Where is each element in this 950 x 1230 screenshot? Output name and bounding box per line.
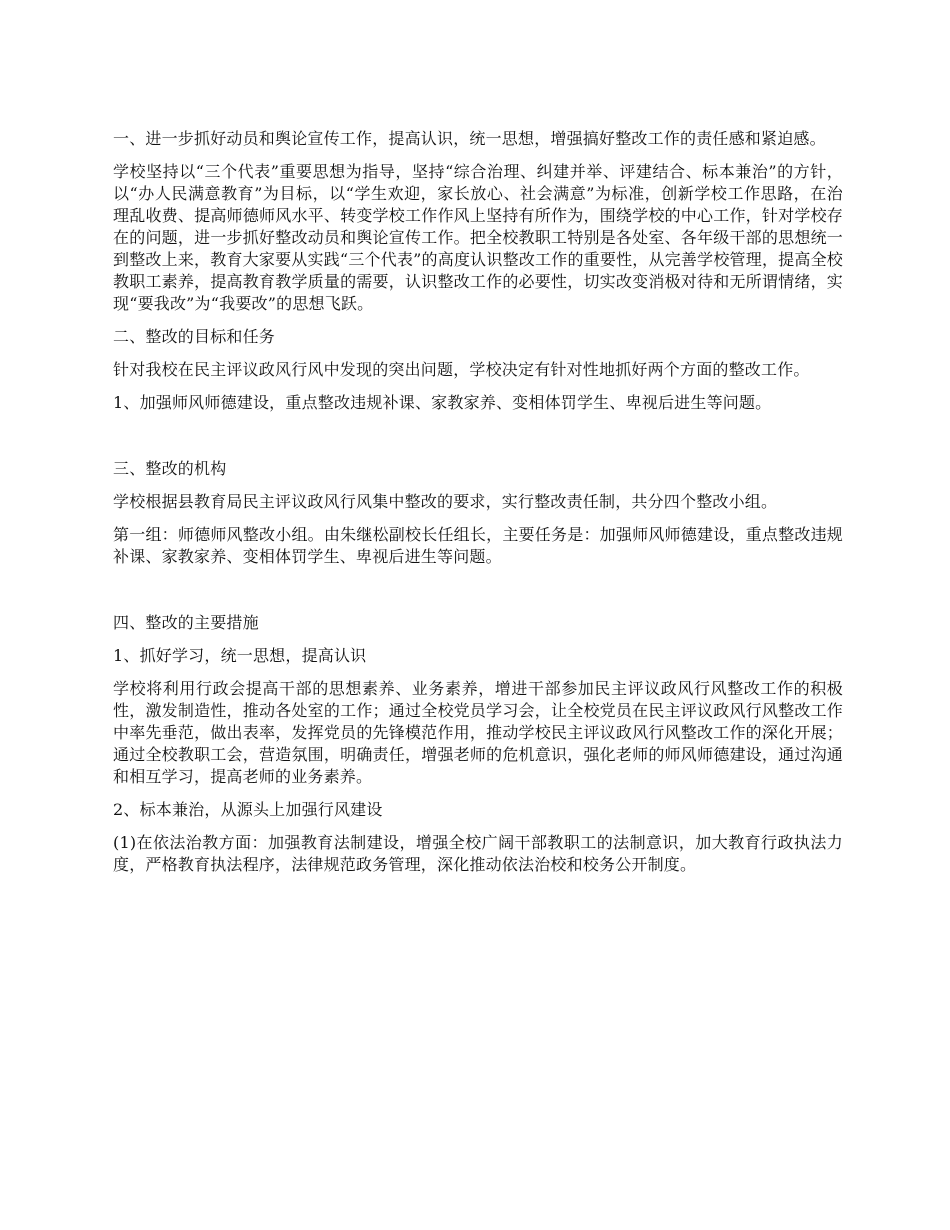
- paragraph-group-1: 第一组：师德师风整改小组。由朱继松副校长任组长，主要任务是：加强师风师德建设，重点整改违规补课、家教家养、变相体罚学生、卑视后进生等问题。: [113, 525, 843, 566]
- paragraph-goals-body: 针对我校在民主评议政风行风中发现的突出问题，学校决定有针对性地抓好两个方面的整改工作。: [113, 360, 810, 379]
- section-heading-measures: 四、整改的主要措施: [113, 613, 259, 632]
- paragraph-organization-body: 学校根据县教育局民主评议政风行风集中整改的要求，实行整改责任制，共分四个整改小组。: [113, 492, 778, 511]
- subheading-measure-1: 1、抓好学习，统一思想，提高认识: [113, 646, 367, 665]
- section-heading-goals: 二、整改的目标和任务: [113, 327, 276, 346]
- paragraph-measure-2-item-1: (1)在依法治教方面：加强教育法制建设，增强全校广阔干部教职工的法制意识，加大教育行政执法力度，严格教育执法程序，法律规范政务管理，深化推动依法治校和校务公开制度。: [113, 833, 843, 874]
- paragraph-measure-1-body: 学校将利用行政会提高干部的思想素养、业务素养，增进干部参加民主评议政风行风整改工作的积极性，激发制造性，推动各处室的工作；通过全校党员学习会，让全校党员在民主评议政风行风整改工作中率先垂范，做出表率，发挥党员的先锋模范作用，推动学校民主评议政风行风整改工作的深化开展；通过全校教职工会，营造氛围，明确责任，增强老师的危机意识，强化老师的师风师德建设，通过沟通和相互学习，提高老师的业务素养。: [113, 679, 843, 786]
- document-body: [113, 128, 843, 887]
- section-heading-mobilization: 一、进一步抓好动员和舆论宣传工作，提高认识，统一思想，增强搞好整改工作的责任感和紧迫感。: [113, 129, 826, 148]
- section-heading-organization: 三、整改的机构: [113, 459, 227, 478]
- paragraph-mobilization-body: 学校坚持以“三个代表”重要思想为指导，坚持“综合治理、纠建并举、评建结合、标本兼治”的方针，以“办人民满意教育”为目标，以“学生欢迎，家长放心、社会满意”为标准，创新学校工作思路，在治理乱收费、提高师德师风水平、转变学校工作作风上坚持有所作为，围绕学校的中心工作，针对学校存在的问题，进一步抓好整改动员和舆论宣传工作。把全校教职工特别是各处室、各年级干部的思想统一到整改上来，教育大家要从实践“三个代表”的高度认识整改工作的重要性，从完善学校管理，提高全校教职工素养，提高教育教学质量的需要，认识整改工作的必要性，切实改变消极对待和无所谓情绪，实现“要我改”为“我要改”的思想飞跃。: [113, 162, 843, 313]
- paragraph-goal-item-1: 1、加强师风师德建设，重点整改违规补课、家教家养、变相体罚学生、卑视后进生等问题。: [113, 393, 772, 412]
- subheading-measure-2: 2、标本兼治，从源头上加强行风建设: [113, 800, 383, 819]
